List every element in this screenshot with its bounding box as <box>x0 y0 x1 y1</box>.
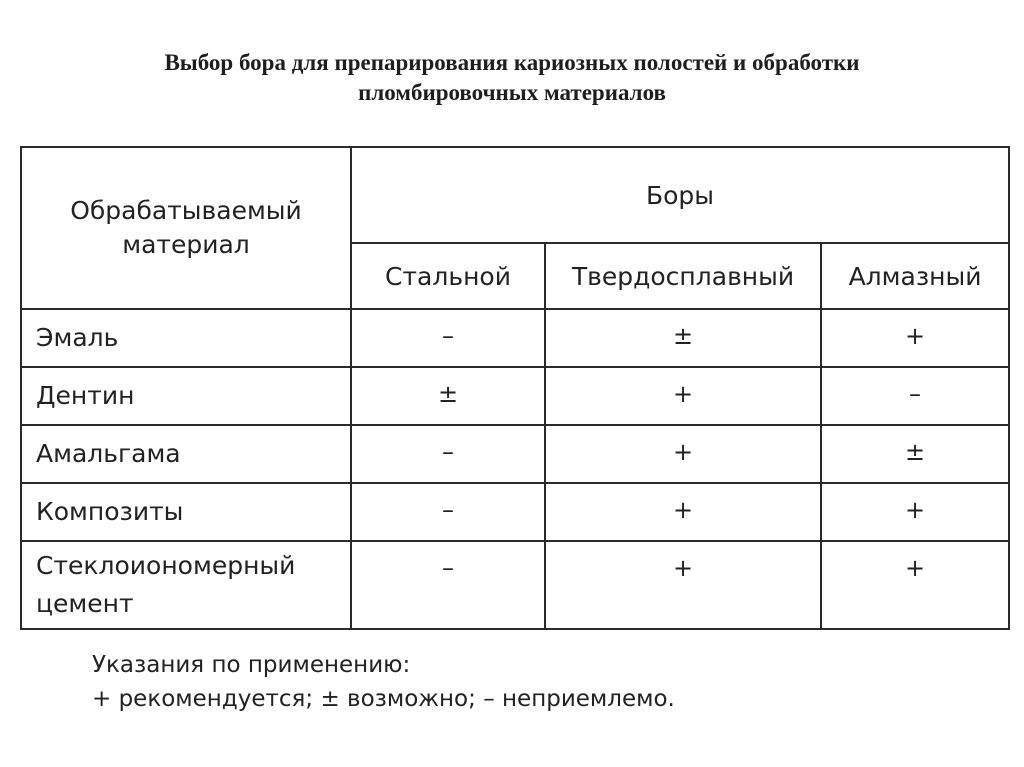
cell-diamond: + <box>821 483 1009 541</box>
header-hard-alloy: Твердосплавный <box>545 243 821 309</box>
notes-legend: + рекомендуется; ± возможно; – неприемлемо. <box>92 686 675 712</box>
cell-steel: – <box>351 541 545 629</box>
bur-selection-table <box>20 146 1010 630</box>
row-label: Композиты <box>21 483 351 541</box>
table-row-composites <box>21 483 1009 541</box>
title-line-2: пломбировочных материалов <box>358 80 666 105</box>
cell-diamond: + <box>821 541 1009 629</box>
notes-heading: Указания по применению: <box>92 652 411 678</box>
cell-steel: – <box>351 483 545 541</box>
header-steel: Стальной <box>351 243 545 309</box>
cell-hard-alloy: + <box>545 367 821 425</box>
cell-diamond: + <box>821 309 1009 367</box>
table-row-enamel <box>21 309 1009 367</box>
title-line-1: Выбор бора для препарирования кариозных полостей и обработки <box>164 50 860 75</box>
cell-hard-alloy: + <box>545 425 821 483</box>
row-label: Эмаль <box>21 309 351 367</box>
cell-steel: – <box>351 425 545 483</box>
cell-hard-alloy: + <box>545 541 821 629</box>
cell-diamond: ± <box>821 425 1009 483</box>
document-title <box>20 48 1004 108</box>
table-row-dentin <box>21 367 1009 425</box>
header-material: Обрабатываемый материал <box>21 147 351 309</box>
header-burs: Боры <box>351 147 1009 243</box>
row-label: Амальгама <box>21 425 351 483</box>
table-header-row-1 <box>21 147 1009 243</box>
cell-diamond: – <box>821 367 1009 425</box>
cell-steel: – <box>351 309 545 367</box>
cell-steel: ± <box>351 367 545 425</box>
table-row-glass-ionomer <box>21 541 1009 629</box>
cell-hard-alloy: + <box>545 483 821 541</box>
header-diamond: Алмазный <box>821 243 1009 309</box>
usage-notes <box>92 648 675 716</box>
table-row-amalgam <box>21 425 1009 483</box>
row-label: Стеклоиономерный цемент <box>21 541 351 629</box>
cell-hard-alloy: ± <box>545 309 821 367</box>
row-label: Дентин <box>21 367 351 425</box>
